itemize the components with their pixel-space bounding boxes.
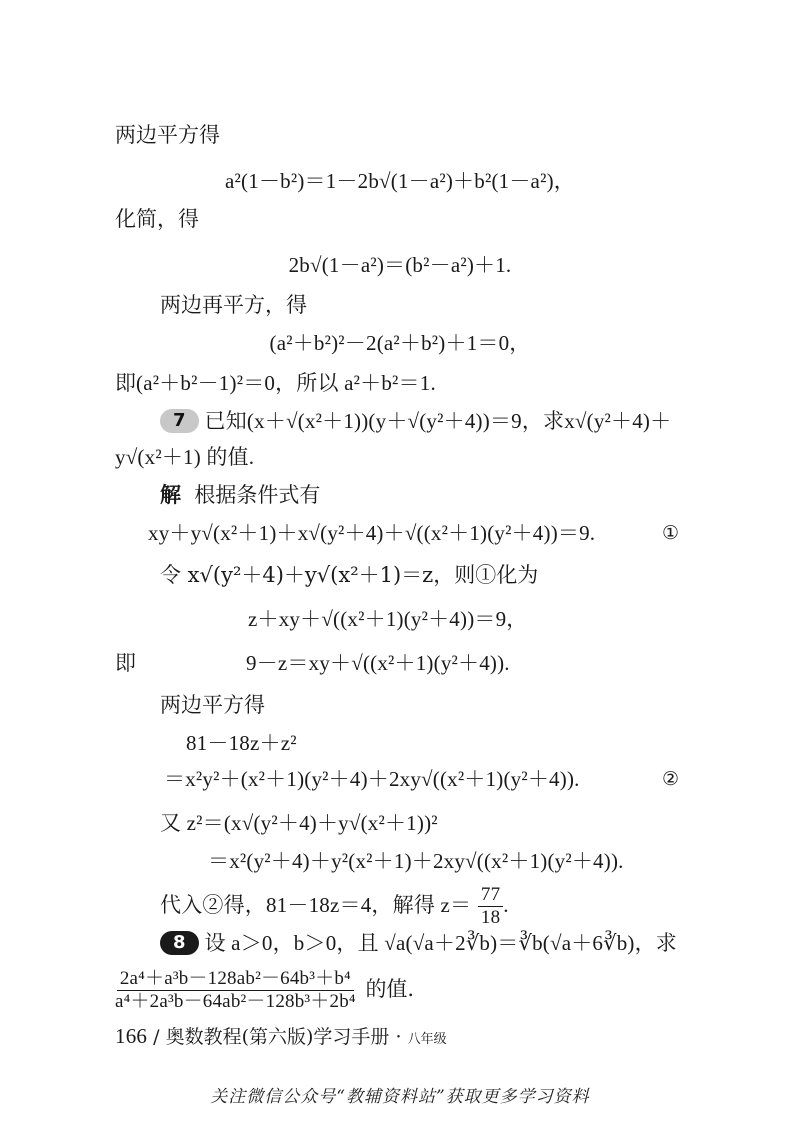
equation: xy＋y√(x²＋1)＋x√(y²＋4)＋√((x²＋1)(y²＋4))＝9. — [148, 521, 596, 545]
solution-label: 解 — [160, 482, 181, 507]
equation-marker: ① — [662, 522, 680, 544]
equation: ＝x²(y²＋4)＋y²(x²＋1)＋2xy√((x²＋1)(y²＋4)). — [208, 849, 624, 873]
problem-7-line — [160, 406, 671, 436]
equation-inline: (a²＋b²－1)²＝0，所以 a²＋b²＝1. — [136, 371, 436, 395]
footer-dot: · — [395, 1026, 402, 1048]
equation: z＋xy＋√((x²＋1)(y²＋4))＝9， — [248, 607, 528, 631]
equation: 又 z²＝(x√(y²＋4)＋y√(x²＋1))² — [160, 811, 438, 835]
text-fragment: 代入②得，81－18z＝4，解得 z＝ — [160, 893, 472, 917]
fraction — [112, 968, 359, 1013]
problem-8-line — [160, 928, 677, 958]
equation: a²(1－b²)＝1－2b√(1－a²)＋b²(1－a²)， — [225, 169, 575, 193]
text-line: 化简，得 — [115, 207, 199, 231]
fraction-numerator: 2a⁴＋a³b－128ab²－64b³＋b⁴ — [117, 968, 354, 991]
problem-8-fraction-line — [112, 966, 414, 1013]
problem-text: 已知(x＋√(x²＋1))(y＋√(y²＋4))＝9，求x√(y²＋4)＋ — [204, 409, 672, 433]
text-fragment: . — [503, 893, 509, 917]
problem-number-badge: 7 — [160, 409, 199, 433]
text-line — [115, 368, 436, 398]
page-number: 166 — [115, 1024, 148, 1048]
footer-separator: / — [153, 1026, 160, 1048]
equation: (a²＋b²)²－2(a²＋b²)＋1＝0， — [269, 331, 531, 355]
solution-line — [160, 480, 320, 510]
text-fragment: 的值. — [365, 977, 415, 1001]
problem-text: 设 a＞0，b＞0，且 √a(√a＋2∛b)＝∛b(√a＋6∛b)，求 — [204, 931, 678, 955]
equation: 9－z＝xy＋√((x²＋1)(y²＋4)). — [246, 651, 510, 675]
book-title: 奥数教程(第六版)学习手册 — [165, 1026, 390, 1048]
text-line: 令 x√(y²＋4)＋y√(x²＋1)＝z，则①化为 — [160, 563, 539, 587]
page-footer — [115, 1022, 447, 1049]
text-fragment: 即 — [115, 371, 136, 395]
text-line: 两边再平方，得 — [160, 293, 307, 317]
text-line: 两边平方得 — [115, 123, 220, 147]
text-fragment: 根据条件式有 — [194, 483, 321, 507]
fraction — [478, 884, 503, 929]
text-line — [160, 884, 509, 929]
grade-label: 八年级 — [407, 1032, 447, 1047]
fraction-denominator: 18 — [480, 907, 501, 928]
problem-text: y√(x²＋1) 的值. — [115, 445, 255, 469]
fraction-denominator: a⁴＋2a³b－64ab²－128b³＋2b⁴ — [115, 991, 356, 1012]
equation: 81－18z＋z² — [186, 731, 297, 755]
fraction-numerator: 77 — [478, 884, 503, 907]
text-line: 即 — [115, 651, 136, 675]
equation: ＝x²y²＋(x²＋1)(y²＋4)＋2xy√((x²＋1)(y²＋4)). — [164, 767, 580, 791]
equation: 2b√(1－a²)＝(b²－a²)＋1. — [288, 253, 512, 277]
problem-number-badge: 8 — [160, 931, 199, 955]
watermark-banner: 关注微信公众号“教辅资料站”获取更多学习资料 — [210, 1087, 590, 1107]
text-line: 两边平方得 — [160, 693, 265, 717]
equation-marker: ② — [662, 768, 680, 790]
